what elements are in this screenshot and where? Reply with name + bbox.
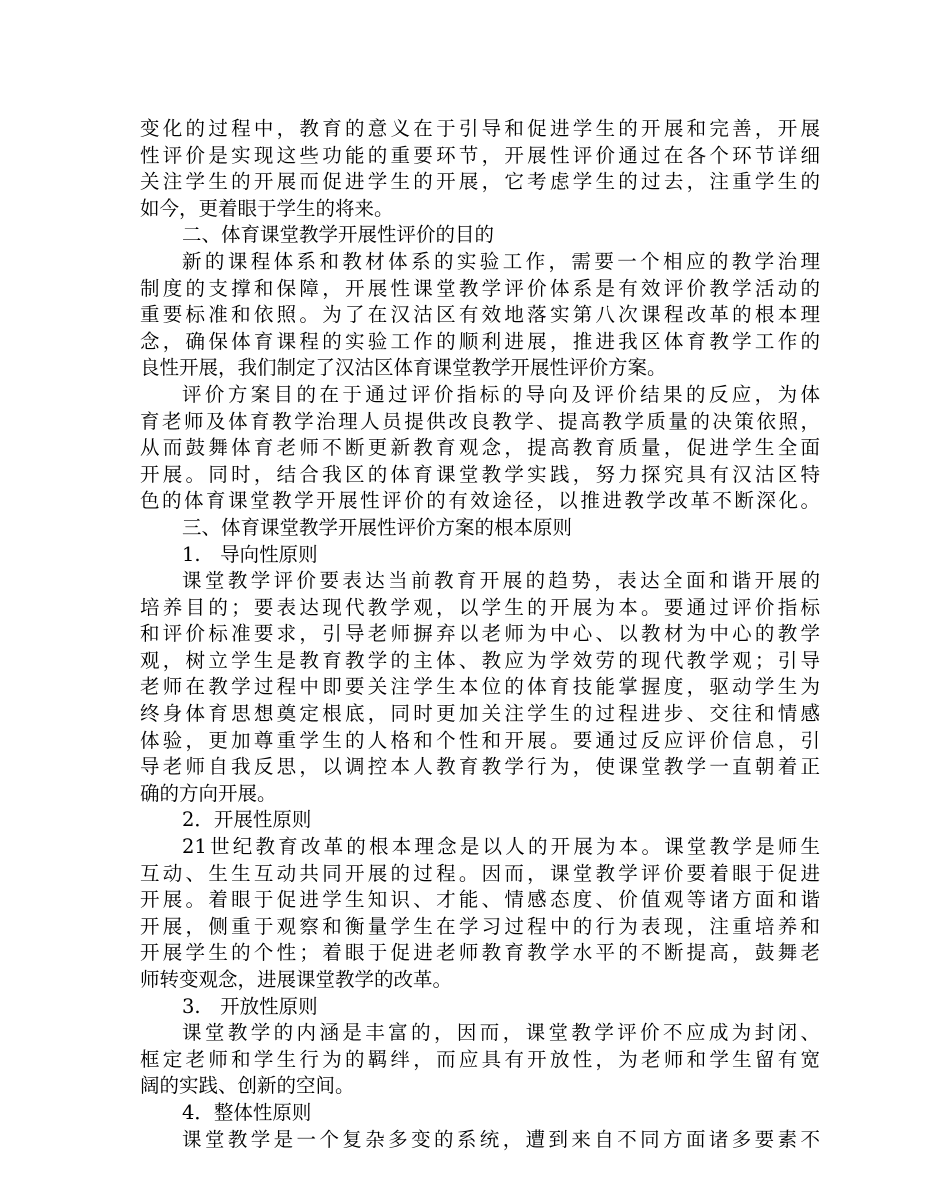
text-line: 开展学生的个性；着眼于促进老师教育教学水平的不断提高，鼓舞老 [140, 941, 820, 965]
text-line: 评价方案目的在于通过评价指标的导向及评价结果的反应，为体 [182, 382, 820, 406]
text-line: 制度的支撑和保障，开展性课堂教学评价体系是有效评价教学活动的 [140, 276, 820, 300]
document-body [140, 116, 820, 1153]
text-line: 2．开展性原则 [182, 808, 312, 832]
text-line: 念，确保体育课程的实验工作的顺利进展，推进我区体育教学工作的 [140, 329, 820, 353]
text-line: 师转变观念，进展课堂教学的改革。 [140, 968, 453, 991]
text-line: 从而鼓舞体育老师不断更新教育观念，提高教育质量，促进学生全面 [140, 436, 820, 460]
text-line: 良性开展，我们制定了汉沽区体育课堂教学开展性评价方案。 [140, 356, 667, 380]
text-line: 育老师及体育教学治理人员提供改良教学、提高教学质量的决策依照， [140, 409, 820, 433]
text-line: 21世纪教育改革的根本理念是以人的开展为本。课堂教学是师生 [182, 835, 820, 859]
text-line: 课堂教学是一个复杂多变的系统，遭到来自不同方面诸多要素不 [182, 1127, 820, 1151]
text-line: 老师在教学过程中即要关注学生本位的体育技能掌握度，驱动学生为 [140, 675, 820, 699]
text-line: 性评价是实现这些功能的重要环节，开展性评价通过在各个环节详细 [140, 143, 820, 167]
text-line: 3. 开放性原则 [182, 994, 318, 1018]
text-line: 课堂教学评价要表达当前教育开展的趋势，表达全面和谐开展的 [182, 569, 820, 593]
text-line: 互动、生生互动共同开展的过程。因而，课堂教学评价要着眼于促进 [140, 861, 820, 885]
text-line: 二、体育课堂教学开展性评价的目的 [182, 223, 495, 247]
text-line: 观，树立学生是教育教学的主体、教应为学效劳的现代教学观；引导 [140, 648, 820, 672]
text-line: 开展。同时，结合我区的体育课堂教学实践，努力探究具有汉沽区特 [140, 462, 820, 486]
text-line: 开展。着眼于促进学生知识、才能、情感态度、价值观等诸方面和谐 [140, 888, 820, 912]
text-line: 和评价标准要求，引导老师摒弃以老师为中心、以教材为中心的教学 [140, 622, 820, 646]
text-line: 阔的实践、创新的空间。 [140, 1074, 355, 1098]
text-line: 框定老师和学生行为的羁绊，而应具有开放性，为老师和学生留有宽 [140, 1047, 820, 1071]
text-line: 课堂教学的内涵是丰富的，因而，课堂教学评价不应成为封闭、 [182, 1021, 820, 1045]
text-line: 如今，更着眼于学生的将来。 [140, 196, 394, 220]
text-line: 培养目的；要表达现代教学观，以学生的开展为本。要通过评价指标 [140, 595, 820, 619]
text-line: 终身体育思想奠定根底，同时更加关注学生的过程进步、交往和情感 [140, 702, 820, 726]
text-line: 色的体育课堂教学开展性评价的有效途径，以推进教学改革不断深化。 [140, 489, 820, 513]
text-line: 开展，侧重于观察和衡量学生在学习过程中的行为表现，注重培养和 [140, 914, 820, 938]
document-page [140, 116, 820, 1153]
text-line: 新的课程体系和教材体系的实验工作，需要一个相应的教学治理 [182, 249, 820, 273]
text-line: 关注学生的开展而促进学生的开展，它考虑学生的过去，注重学生的 [140, 170, 820, 194]
text-line: 导老师自我反思，以调控本人教育教学行为，使课堂教学一直朝着正 [140, 755, 820, 779]
text-line: 确的方向开展。 [140, 781, 277, 805]
text-line: 变化的过程中，教育的意义在于引导和促进学生的开展和完善，开展 [140, 117, 820, 140]
text-line: 体验，更加尊重学生的人格和个性和开展。要通过反应评价信息，引 [140, 728, 820, 752]
text-line: 重要标准和依照。为了在汉沽区有效地落实第八次课程改革的根本理 [140, 303, 820, 327]
text-line: 三、体育课堂教学开展性评价方案的根本原则 [182, 515, 573, 539]
text-line: 1. 导向性原则 [182, 542, 318, 566]
text-line: 4．整体性原则 [182, 1100, 312, 1124]
